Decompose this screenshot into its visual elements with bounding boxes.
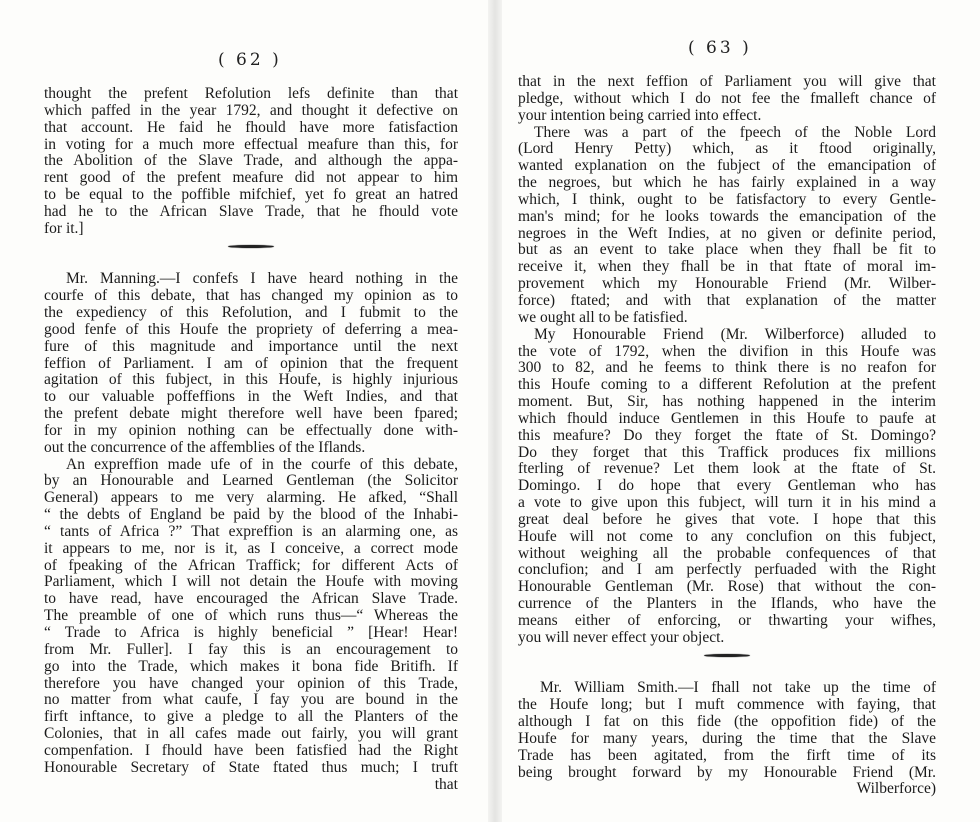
text-line: pledge, without which I do not fee the fmalleft chance of [518, 89, 936, 107]
text-line: courfe of this debate, that has changed my opinion as to [44, 287, 458, 305]
text-line: “ Trade to Africa is highly beneficial ” [Hear! Hear! [44, 624, 458, 641]
text-line: from Mr. Fuller]. I fay this is an encouragement to [44, 640, 458, 658]
text-line: the vote of 1792, when the divifion in this Houfe was [518, 342, 936, 360]
text-line: which paffed in the year 1792, and thought it defective on [44, 101, 458, 119]
text-line: good fenfe of this Houfe the propriety of deferring a mea- [44, 320, 458, 338]
text-line: conclufion; and I am perfectly perfuaded with the Right [518, 561, 936, 579]
text-line: Houfe will not come to any conclufion on this fubject, [518, 527, 936, 545]
text-line: the prefent debate might therefore well have been fpared; [44, 405, 458, 423]
text-line: although I fat on this fide (the oppofition fide) of the [518, 713, 936, 731]
text-line: you will never effect your object. [518, 628, 725, 646]
right-page-text [518, 74, 936, 798]
text-line: that in the next feffion of Parliament you will give that [518, 73, 936, 90]
text-line: rent good of the prefent meafure did not appear to him [44, 169, 458, 187]
text-line: fterling of revenue? Let them look at the ftate of St. [518, 460, 936, 478]
text-line: the Abolition of the Slave Trade, and although the appa- [44, 152, 458, 170]
text-line: that account. He faid he fhould have more fatisfaction [44, 118, 458, 136]
text-line: The preamble of one of which runs thus—“ Whereas the [44, 607, 458, 625]
text-line: your intention being carried into effect. [518, 106, 762, 124]
text-line: in voting for a much more effectual meafure than this, for [44, 135, 458, 153]
text-line: for it.] [44, 219, 84, 237]
text-line: thought the prefent Refolution lefs definite than that [44, 85, 458, 102]
text-line: provement which my Honourable Friend (Mr. Wilber- [518, 275, 936, 293]
text-line: go into the Trade, which makes it bona fide Britifh. If [44, 657, 458, 675]
text-line: receive it, when they fhall be in that ftate of moral im- [518, 258, 936, 276]
left-page-text [44, 86, 458, 793]
text-line: Honourable Gentleman (Mr. Rose) that without the con- [518, 578, 936, 596]
text-line: for in my opinion nothing can be effectually done with- [44, 421, 458, 439]
text-line: Do they forget that this Traffick produces fix millions [518, 443, 936, 461]
text-line: compenfation. I fhould have been fatisfied had the Right [44, 741, 458, 759]
text-line: negroes in the Weft Indies, at no given or definite period, [518, 224, 936, 242]
text-line: this Houfe coming to a different Refolution at the prefent [518, 376, 936, 394]
text-line: to be equal to the poffible mifchief, yet fo great an hatred [44, 186, 458, 204]
text-line: which fhould induce Gentlemen in this Houfe to paufe at [518, 409, 936, 427]
text-line: this meafure? Do they forget the ftate of St. Domingo? [518, 426, 936, 444]
text-line: to our valuable poffeffions in the Weft Indies, and that [44, 388, 458, 406]
text-line: the Houfe long; but I muft commence with faying, that [518, 696, 936, 714]
catchword: that [434, 775, 458, 793]
text-line: Mr. Manning.—I confefs I have heard nothing in the [66, 270, 458, 288]
text-line: we ought all to be fatisfied. [518, 308, 688, 326]
text-line: Colonies, that in all cafes made out fairly, you will grant [44, 725, 458, 743]
book-gutter [488, 0, 502, 822]
text-line: 300 to 82, and he feems to think there is no reafon for [518, 359, 936, 377]
text-line: currence of the Planters in the Iflands, who have the [518, 595, 936, 613]
page-number-right: ( 63 ) [688, 38, 752, 58]
section-divider [44, 238, 458, 255]
text-line: but as an event to take place when they fhall be fit to [518, 241, 936, 259]
section-divider [518, 647, 936, 664]
text-line: therefore you have changed your opinion of this Trade, [44, 674, 458, 692]
text-line: of fpeaking of the African Traffick; for different Acts of [44, 556, 458, 574]
text-line: agitation of this fubject, in this Houfe, is highly injurious [44, 371, 458, 389]
text-line: fure of this magnitude and importance until the next [44, 337, 458, 355]
text-line: “ tants of Africa ?” That expreffion is an alarming one, as [44, 522, 458, 540]
text-line: great deal before he gives that vote. I hope that this [518, 510, 936, 528]
text-line: had he to the African Slave Trade, that he fhould vote [44, 202, 458, 220]
text-line: the negroes, but which he has fairly explained in a way [518, 174, 936, 192]
text-line: There was a part of the fpeech of the Noble Lord [534, 123, 936, 141]
text-line: to have read, have encouraged the African Slave Trade. [44, 590, 458, 608]
text-line: An expreffion made ufe of in the courfe of this debate, [66, 455, 458, 473]
text-line: out the concurrence of the affemblies of the Iflands. [44, 438, 366, 456]
text-line: My Honourable Friend (Mr. Wilberforce) alluded to [534, 325, 936, 343]
text-line: feffion of Parliament. I am of opinion that the frequent [44, 354, 458, 372]
text-line: man's mind; for he looks towards the emancipation of the [518, 207, 936, 225]
text-line: Trade has been agitated, from the firft time of its [518, 746, 936, 764]
text-line: (Lord Henry Petty) which, as it ftood originally, [518, 140, 936, 158]
text-line: Mr. William Smith.—I fhall not take up the time of [540, 679, 936, 697]
text-line: firft inftance, to give a pledge to all the Planters of the [44, 708, 458, 726]
text-line: Parliament, which I will not detain the Houfe with moving [44, 573, 458, 591]
right-page [502, 0, 980, 822]
text-line: General) appears to me very alarming. He afked, “Shall [44, 489, 458, 507]
text-line: Domingo. I do hope that every Gentleman who has [518, 477, 936, 495]
text-line: Houfe for many years, during the time that the Slave [518, 729, 936, 747]
text-line: no matter from what caufe, I fay you are bound in the [44, 691, 458, 709]
text-line: the expediency of this Refolution, and I fubmit to the [44, 303, 458, 321]
text-line: force) ftated; and with that explanation of the matter [518, 291, 936, 309]
text-line: Honourable Secretary of State ftated thus much; I truft [44, 758, 458, 776]
text-line: being brought forward by my Honourable Friend (Mr. [518, 763, 936, 781]
text-line: means either of enforcing, or thwarting your wifhes, [518, 612, 936, 629]
text-line: without weighing all the probable confequences of that [518, 544, 936, 562]
text-line: by an Honourable and Learned Gentleman (the Solicitor [44, 472, 458, 490]
text-line: it appears to me, nor is it, as I conceive, a correct mode [44, 539, 458, 557]
catchword: Wilberforce) [856, 780, 936, 798]
text-line: which, I think, ought to be fatisfactory to every Gentle- [518, 190, 936, 208]
page-number-left: ( 62 ) [218, 50, 282, 70]
text-line: a vote to give upon this fubject, will turn it in his mind a [518, 494, 936, 512]
text-line: wanted explanation on the fubject of the emancipation of [518, 157, 936, 175]
text-line: moment. But, Sir, has nothing happened in the interim [518, 393, 936, 411]
text-line: “ the debts of England be paid by the blood of the Inhabi- [44, 506, 458, 524]
